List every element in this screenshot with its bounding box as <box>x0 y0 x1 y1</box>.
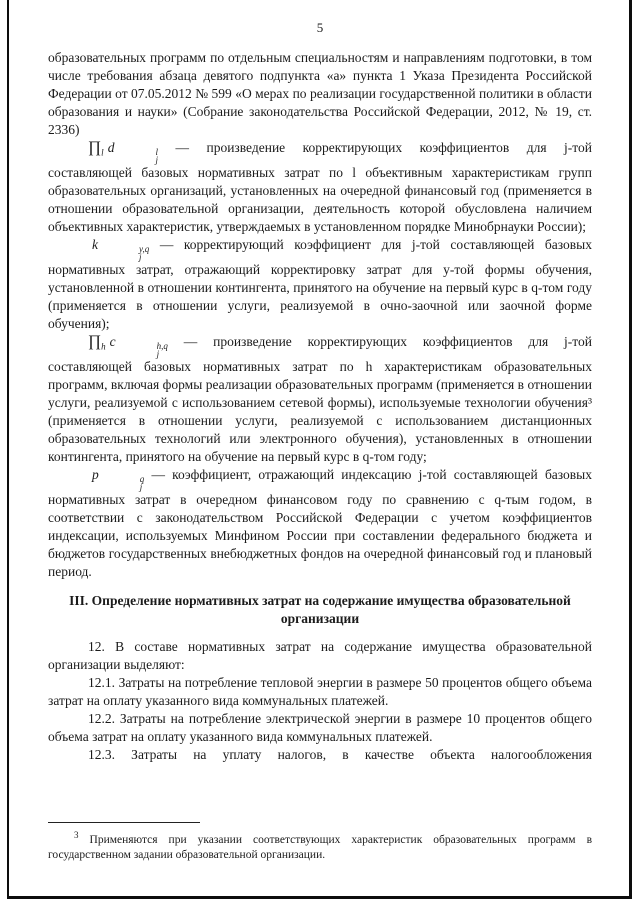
definition-text: — произведение корректирующих коэффициентов для j-той составляющей базовых нормативных затрат по l объективным характеристикам групп образовательных организаций, установленных на очередной финансовый год (применяется в отношении образовательной организации, деятельность которой обусловлена наличием объективных характеристик, утверждаемых в установленном порядке Минобрнауки России); <box>48 140 592 234</box>
paragraph-intro: образовательных программ по отдельным специальностям и направлениям подготовки, в том числе требования абзаца девятого подпункта «а» пункта 1 Указа Президента Российской Федерации от 07.05.2012 № 599 «О мерах по реализации государственной политики в области образования и науки» (Собрание законодательства Российской Федерации, 2012, № 19, ст. 2336) <box>48 50 592 137</box>
footnote-body: Применяются при указании соответствующих характеристик образовательных программ в государственном задании образовательной организации. <box>48 834 593 861</box>
page-number: 5 <box>316 20 324 35</box>
paragraph-12-1: 12.1. Затраты на потребление тепловой энергии в размере 50 процентов общего объема затрат на оплату указанного вида коммунальных платежей. <box>48 675 592 708</box>
formula-superscript: у,q <box>139 244 150 254</box>
product-symbol: ∏ <box>88 333 102 350</box>
definition-p <box>48 466 592 581</box>
formula-scripts <box>117 342 168 358</box>
definition-text: — корректирующий коэффициент для j-той составляющей базовых нормативных затрат, отражающий корректировку затрат для у-той формы обучения, установленной в отношении контингента, принятого на обучение на первый курс в q-том году (применяется в отношении услуги, реализуемой в очно-заочной или заочной форме обучения); <box>48 237 592 331</box>
formula-superscript: q <box>139 474 145 484</box>
definition-text: — произведение корректирующих коэффициентов для j-той составляющей базовых нормативных затрат по h характеристикам образовательных программ, включая формы реализации образовательных программ (применяется в отношении услуги, реализуемой с использованием сетевой формы), используемые технологии обучения³ (применяется в отношении услуги, реализуемой с использованием дистанционных образовательных технологий или электронного обучения), установленных в отношении контингента, принятого на обучение на первый курс в q-том году; <box>48 334 592 464</box>
paragraph-12: 12. В составе нормативных затрат на содержание имущества образовательной организации выделяют: <box>48 639 592 672</box>
formula-prod-c <box>88 333 168 359</box>
formula-superscript: h,q <box>156 341 168 351</box>
formula-scripts <box>115 148 158 164</box>
definition-prod-c <box>48 333 592 466</box>
formula-subscript: j <box>139 482 143 492</box>
formula-p <box>88 467 145 492</box>
definition-k <box>48 236 592 333</box>
formula-k <box>88 237 150 262</box>
definition-prod-d <box>48 139 592 236</box>
product-symbol: ∏ <box>88 139 102 156</box>
document-content <box>48 49 592 764</box>
formula-base: p <box>92 467 99 482</box>
product-index: l <box>101 147 104 158</box>
footnote-text <box>48 828 592 863</box>
product-index: h <box>101 341 106 352</box>
formula-subscript: j <box>156 349 160 359</box>
footnote <box>48 822 592 863</box>
formula-superscript: l <box>155 147 158 157</box>
formula-scripts <box>100 475 145 491</box>
formula-subscript: j <box>155 155 158 165</box>
formula-prod-d <box>88 139 158 165</box>
formula-base: d <box>107 140 115 155</box>
paragraph-12-2: 12.2. Затраты на потребление электрической энергии в размере 10 процентов общего объема затрат на оплату указанного вида коммунальных платежей. <box>48 711 592 744</box>
paragraph-12-3: 12.3. Затраты на уплату налогов, в качестве объекта налогообложения <box>88 747 592 762</box>
formula-scripts <box>99 245 149 261</box>
formula-base: k <box>92 237 98 252</box>
formula-base: c <box>109 334 116 349</box>
section-heading: III. Определение нормативных затрат на содержание имущества образовательной организации <box>69 593 571 626</box>
footnote-separator <box>48 822 200 823</box>
definition-text: — коэффициент, отражающий индексацию j-той составляющей базовых нормативных затрат в очередном финансовом году по сравнению с q-тым годом, в соответствии с законодательством Российской Федерации с учетом коэффициентов индексации, используемых Минфином России при составлении федерального бюджета и бюджетов государственных внебюджетных фондов на очередной финансовый год и плановый период. <box>48 467 592 579</box>
footnote-marker: 3 <box>74 830 79 841</box>
formula-subscript: j <box>139 252 142 262</box>
